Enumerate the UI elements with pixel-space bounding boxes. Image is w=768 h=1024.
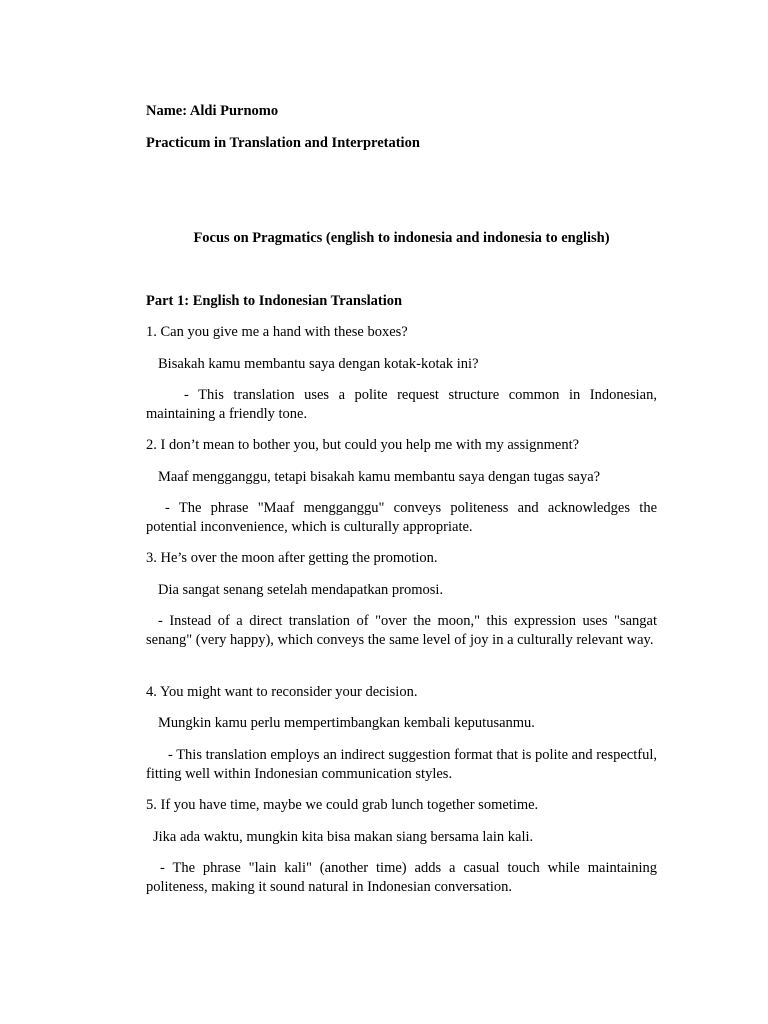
document-page xyxy=(146,0,657,1024)
item-5-source: 5. If you have time, maybe we could grab lunch together sometime. xyxy=(146,797,539,813)
item-1-source: 1. Can you give me a hand with these boxes? xyxy=(146,324,408,340)
item-4-note: - This translation employs an indirect suggestion format that is polite and respectful, fitting well within Indonesian communication styles. xyxy=(146,747,657,782)
item-4-source: 4. You might want to reconsider your decision. xyxy=(146,684,418,700)
item-5-translation: Jika ada waktu, mungkin kita bisa makan siang bersama lain kali. xyxy=(153,829,534,845)
item-3-translation: Dia sangat senang setelah mendapatkan promosi. xyxy=(158,582,444,598)
item-5-note: - The phrase "lain kali" (another time) adds a casual touch while maintaining politeness, making it sound natural in Indonesian conversation. xyxy=(146,860,657,895)
item-1-note: - This translation uses a polite request structure common in Indonesian, maintaining a friendly tone. xyxy=(146,387,657,422)
item-3-note: - Instead of a direct translation of "over the moon," this expression uses "sangat senang" (very happy), which conveys the same level of joy in a culturally relevant way. xyxy=(146,613,657,648)
course-title: Practicum in Translation and Interpretation xyxy=(146,135,420,151)
item-2-note: - The phrase "Maaf mengganggu" conveys politeness and acknowledges the potential inconvenience, which is culturally appropriate. xyxy=(146,500,657,535)
item-2-source: 2. I don’t mean to bother you, but could you help me with my assignment? xyxy=(146,437,580,453)
student-name: Name: Aldi Purnomo xyxy=(146,103,279,119)
part-1-heading: Part 1: English to Indonesian Translation xyxy=(146,293,403,309)
item-1-translation: Bisakah kamu membantu saya dengan kotak-kotak ini? xyxy=(158,356,479,372)
document-title: Focus on Pragmatics (english to indonesia and indonesia to english) xyxy=(193,230,610,246)
item-3-source: 3. He’s over the moon after getting the promotion. xyxy=(146,550,438,566)
item-4-translation: Mungkin kamu perlu mempertimbangkan kembali keputusanmu. xyxy=(158,715,535,731)
item-2-translation: Maaf mengganggu, tetapi bisakah kamu membantu saya dengan tugas saya? xyxy=(158,469,601,485)
